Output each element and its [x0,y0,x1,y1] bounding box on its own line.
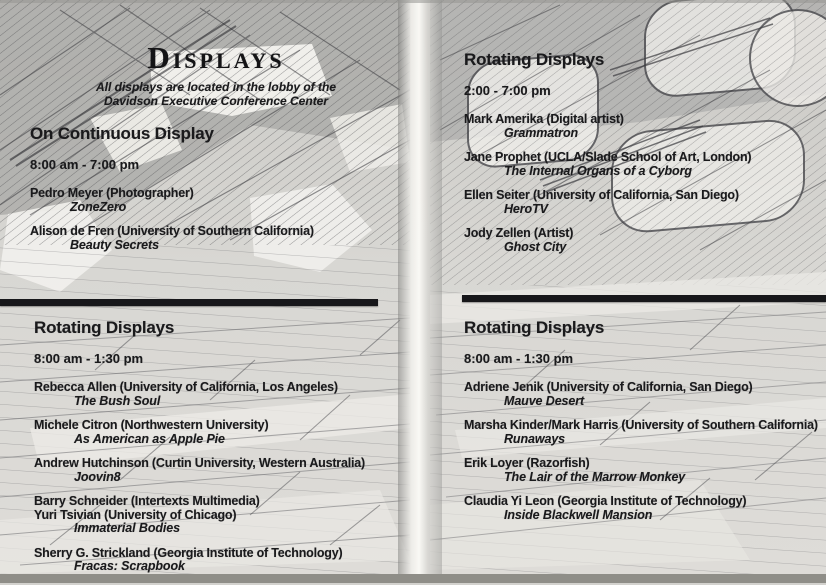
presenter-name: Erik Loyer (Razorfish) [464,456,590,470]
presenter-name: Marsha Kinder/Mark Harris (University of Southern California) [464,418,818,432]
section-heading: Rotating Displays [464,50,605,69]
work-title: ZoneZero [70,199,127,214]
presenter-name: Michele Citron (Northwestern University) [34,418,269,432]
presenter-name: Barry Schneider (Intertexts Multimedia) [34,494,260,508]
presenter-name: Ellen Seiter (University of California, San Diego) [464,188,739,202]
rotating-displays-section-afternoon [464,50,824,254]
work-title: Ghost City [504,239,567,254]
section-time: 8:00 am - 7:00 pm [30,157,140,172]
section-time: 2:00 - 7:00 pm [464,83,551,98]
presenter-name: Pedro Meyer (Photographer) [30,186,194,200]
subtitle-line-2: Davidson Executive Conference Center [103,94,329,108]
presenter-name: Mark Amerika (Digital artist) [464,112,624,126]
presenter-name: Rebecca Allen (University of California, Los Angeles) [34,380,338,394]
presenter-name: Claudia Yi Leon (Georgia Institute of Technology) [464,494,747,508]
right-page-top-section [464,50,824,265]
rotating-displays-section-morning-left [34,318,414,574]
work-title: Inside Blackwell Mansion [504,507,653,522]
display-entry [34,419,414,446]
page-title: Displays [147,40,285,75]
display-entry [464,495,826,522]
display-entry [34,457,414,484]
work-title: The Internal Organs of a Cyborg [504,163,692,178]
work-title: The Bush Soul [74,393,161,408]
display-entry [34,495,414,536]
presenter-name: Jane Prophet (UCLA/Slade School of Art, London) [464,150,752,164]
scan-edge-top [0,0,826,3]
display-entry [34,381,414,408]
page-subtitle [30,80,402,108]
work-title: Mauve Desert [504,393,585,408]
display-entry [30,187,402,214]
work-title: Grammatron [504,125,579,140]
left-page-top-section [30,40,402,263]
continuous-display-section [30,124,402,252]
display-entry [30,225,402,252]
display-entry [464,419,826,446]
work-title: Joovin8 [74,469,121,484]
section-time: 8:00 am - 1:30 pm [464,351,574,366]
presenter-name: Yuri Tsivian (University of Chicago) [34,507,237,522]
section-heading: Rotating Displays [34,318,175,337]
work-title: As American as Apple Pie [74,431,225,446]
display-entry [464,151,824,178]
left-page-bottom-section [34,318,414,585]
subtitle-line-1: All displays are located in the lobby of the [95,80,337,94]
section-heading: On Continuous Display [30,124,214,143]
presenter-name: Jody Zellen (Artist) [464,226,574,240]
display-entry [464,113,824,140]
work-title: The Lair of the Marrow Monkey [504,469,686,484]
work-title: Immaterial Bodies [74,521,180,535]
scan-edge-bottom [0,574,826,583]
section-time: 8:00 am - 1:30 pm [34,351,144,366]
divider-bar-left [0,299,378,306]
work-title: Beauty Secrets [70,237,159,252]
presenter-name: Andrew Hutchinson (Curtin University, Western Australia) [34,456,365,470]
section-heading: Rotating Displays [464,318,605,337]
display-entry [464,227,824,254]
display-entry [34,547,414,574]
presenter-name: Adriene Jenik (University of California, San Diego) [464,380,753,394]
work-title: HeroTV [504,201,548,216]
display-entry [464,457,826,484]
presenter-name: Sherry G. Strickland (Georgia Institute of Technology) [34,545,343,560]
display-entry [464,189,824,216]
work-title: Fracas: Scrapbook [74,559,185,573]
work-title: Runaways [504,431,566,446]
presenter-name: Alison de Fren (University of Southern California) [30,224,314,238]
divider-bar-right [462,295,826,302]
right-page-bottom-section [464,318,826,533]
display-entry [464,381,826,408]
rotating-displays-section-morning-right [464,318,826,522]
